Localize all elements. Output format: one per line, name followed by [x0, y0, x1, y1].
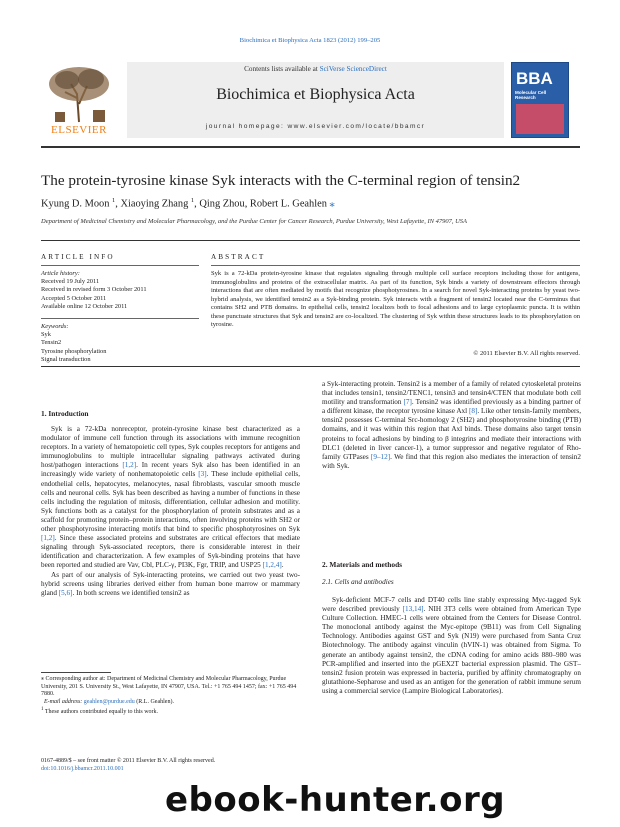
header-rule: [41, 146, 580, 148]
sciencedirect-link[interactable]: SciVerse ScienceDirect: [319, 65, 387, 73]
cells-antibodies-heading: 2.1. Cells and antibodies: [322, 578, 394, 586]
history-item: Accepted 5 October 2011: [41, 294, 107, 302]
corresponding-footnote: ⁎ Corresponding author at: Department of Medicinal Chemistry and Molecular Pharmacology, Purdue University, 201 S. University St., West Lafayette, IN 47907, USA. Tel.: +1 765 494 1457; fax: +1 765 494 7880.: [41, 676, 297, 698]
abstract-text: Syk is a 72-kDa protein-tyrosine kinase that regulates signaling through multiple cell surface receptors including those for antigens, immunoglobulins and proteins of the extracellular matrix. As part of its function, Syk binds a variety of downstream effectors through interactions that are often mediated by motifs that recognize phosphotyrosines. In a search for novel Syk-interacting proteins by yeast two-hybrid analysis, we identified tensin2 as a Syk-binding protein. Syk interacts with a fragment of tensin2 located near the C-terminus that contains SH2 and PTB domains. In epithelial cells, tensin2 localizes both to focal adhesions and to large cytoplasmic puncta. It is within these punctuate structures that Syk and tensin2 are co-localized. The clustering of Syk within these structures leads to its phosphorylation on tyrosine.: [211, 270, 580, 328]
citation-link[interactable]: [13,14]: [402, 605, 424, 614]
history-item: Received 19 July 2011: [41, 278, 100, 286]
watermark-text: ebook-hunter.org: [165, 780, 506, 820]
journal-reference[interactable]: Biochimica et Biophysica Acta 1823 (2012) 199–205: [239, 37, 381, 44]
right-column-text: [322, 380, 581, 471]
equal-contribution-footnote: $^1$ These authors contributed equally to this work.: [41, 707, 159, 716]
cover-title: BBA: [516, 69, 553, 88]
contents-line: [127, 65, 504, 73]
citation-link[interactable]: [5,6]: [58, 588, 73, 597]
email-footnote: E-mail address: geahlen@purdue.edu (R.L. Geahlen).: [44, 698, 174, 705]
methods-text: [322, 596, 581, 696]
author-list: Kyung D. Moon $^1$, Xiaoying Zhang $^1$, Qing Zhou, Robert L. Geahlen ⁎: [41, 197, 335, 210]
keywords-label: Keywords:: [41, 323, 69, 330]
citation-link[interactable]: [1,2,4]: [262, 561, 282, 570]
abstract-rule: [211, 265, 580, 266]
keyword: Syk: [41, 331, 51, 339]
author-name: Kyung D. Moon: [41, 198, 110, 210]
email-link[interactable]: geahlen@purdue.edu: [83, 698, 135, 705]
footnotes: [41, 676, 300, 717]
cover-illustration: [516, 104, 564, 134]
article-title: The protein-tyrosine kinase Syk interacts with the C-terminal region of tensin2: [41, 172, 521, 189]
left-column-text: [41, 425, 300, 598]
methods-heading: 2. Materials and methods: [322, 560, 403, 569]
article-info-heading: ARTICLE INFO: [41, 253, 115, 261]
citation-link[interactable]: [3]: [198, 470, 207, 479]
corresponding-author-mark[interactable]: ⁎: [329, 198, 335, 210]
citation-link[interactable]: [1,2]: [122, 461, 137, 470]
title-rule: [41, 240, 580, 241]
issn-line: 0167-4889/$ – see front matter © 2011 Elsevier B.V. All rights reserved.: [41, 758, 216, 764]
author-mark: 1: [112, 197, 116, 204]
footnote-rule: [41, 672, 111, 673]
author-name: Robert L. Geahlen: [249, 198, 327, 210]
journal-title: Biochimica et Biophysica Acta: [216, 86, 415, 103]
journal-cover-image: [511, 62, 569, 138]
keyword: Tensin2: [41, 339, 62, 347]
keyword: Signal transduction: [41, 355, 91, 363]
keywords-block: [41, 323, 201, 364]
article-history: [41, 270, 201, 311]
methods-paragraph-1: Syk-deficient MCF-7 cells and DT40 cells line stably expressing Myc-tagged Syk were described previously [13,14]. NIH 3T3 cells were obtained from American Type Culture Collection. HMEC-1 cells were obtained from the Centers for Disease Control. The monoclonal antibody against the Myc-epitope (9B11) was from Cell Signaling Technology. Antibodies against GST and Syk (N19) were purchased from Santa Cruz Biotechnology. The antibody against vinculin (hVIN-1) was obtained from Sigma. To generate an antibody against tensin2, the cDNA coding for amino acids 880–980 was PCR-amplified and inserted into the pGEX2T bacterial expression plasmid. The GST–tensin2 fusion protein was expressed in bacteria, purified by affinity chromatography on glutathione-Sepharose and used as an antigen for the generation of rabbit immune serum using a commercial service (Lampire Biological Laboratories).: [322, 596, 581, 695]
keyword: Tyrosine phosphorylation: [41, 347, 107, 355]
author-mark: 1: [190, 197, 195, 204]
article-info-rule: [41, 265, 199, 266]
affiliation: Department of Medicinal Chemistry and Molecular Pharmacology, and the Purdue Center for Cancer Research, Purdue University, West Lafayette, IN 47907, USA: [41, 218, 467, 225]
citation-link[interactable]: [8]: [469, 407, 478, 416]
author-name: Xiaoying Zhang: [120, 198, 189, 210]
journal-homepage[interactable]: journal homepage: www.elsevier.com/locate/bbamcr: [205, 123, 426, 130]
author-name: Qing Zhou: [199, 198, 245, 210]
abstract-bottom-rule: [41, 366, 580, 367]
history-item: Received in revised form 3 October 2011: [41, 286, 147, 294]
doi-link[interactable]: doi:10.1016/j.bbamcr.2011.10.001: [41, 765, 124, 772]
intro-paragraph-2: As part of our analysis of Syk-interacting proteins, we carried out two yeast two-hybrid screens using libraries derived either from human bone marrow or mammary gland [5,6]. In both screens we identified tensin2 as: [41, 570, 300, 597]
citation-link[interactable]: [7]: [403, 398, 412, 407]
keywords-rule: [41, 318, 199, 319]
intro-paragraph-1: Syk is a 72-kDa nonreceptor, protein-tyrosine kinase best characterized as a modulator of immune cell function through its associations with immune recognition receptors. In a variety of hematopoietic cell types, Syk couples receptors for antigens and immunoglobulins to multiple intracellular signaling pathways activated during host/pathogen interactions [1,2]. In recent years Syk also has been identified in an increasingly wide variety of nonhematopoietic cells [3]. These include epithelial cells, endothelial cells, hepatocytes, melanocytes, nasal fibroblasts, vascular smooth muscle cells and neuronal cells. Syk has been described as having a number of functions in these cells including the regulation of mitosis, differentiation, cellular adhesion and motility. Syk functions both as a catalyst for the phosphorylation of protein substrates and as a scaffold for promoting protein–protein interactions, often involving proteins with SH2 or other phosphotyrosine interacting motifs that bind to specific phosphotyrosines on Syk [1,2]. Since these associated proteins and substrates are critical effectors that mediate signaling through Syk-associated receptors, there is considerable interest in their identification and characterization. A few examples of Syk-binding proteins that have been reported and studied are Vav, Cbl, PLC-γ, PI3K, Fgr, TRIP, and USP25 [1,2,4].: [41, 425, 300, 570]
tensin-paragraph: a Syk-interacting protein. Tensin2 is a member of a family of related cytoskeletal proteins that includes tensin1, tensin2/TENC1, tensin3 and tensin4/CTEN that modulate both cell motility and transformation [7]. Tensin2 was identified previously as a binding partner of a different kinase, the receptor tyrosine kinase Axl [8]. Like other tensin-family members, tensin2 possesses C-terminal Src-homology 2 (SH2) and phosphotyrosine binding (PTB) domains, and it was within this region that Axl binds. These domains also target tensin proteins to focal adhesions by binding to β integrins and mediate their interactions with DLC1 (deleted in liver cancer-1), a tumor suppressor and negative regulator of Rho-family GTPases [9–12]. We find that this region also mediates the interaction of tensin2 with Syk.: [322, 380, 581, 470]
citation-link[interactable]: [1,2]: [41, 534, 55, 543]
contents-prefix: Contents lists available at: [244, 65, 320, 73]
abstract-copyright: © 2011 Elsevier B.V. All rights reserved.: [473, 350, 580, 357]
issn-doi-block: [41, 758, 300, 773]
citation-link[interactable]: [9–12]: [370, 452, 391, 461]
abstract-heading: ABSTRACT: [211, 253, 266, 261]
history-label: Article history:: [41, 270, 80, 277]
history-item: Available online 12 October 2011: [41, 302, 128, 310]
elsevier-wordmark: ELSEVIER: [51, 124, 107, 136]
cover-subtitle: Molecular Cell Research: [515, 90, 547, 101]
introduction-heading: 1. Introduction: [41, 409, 89, 418]
